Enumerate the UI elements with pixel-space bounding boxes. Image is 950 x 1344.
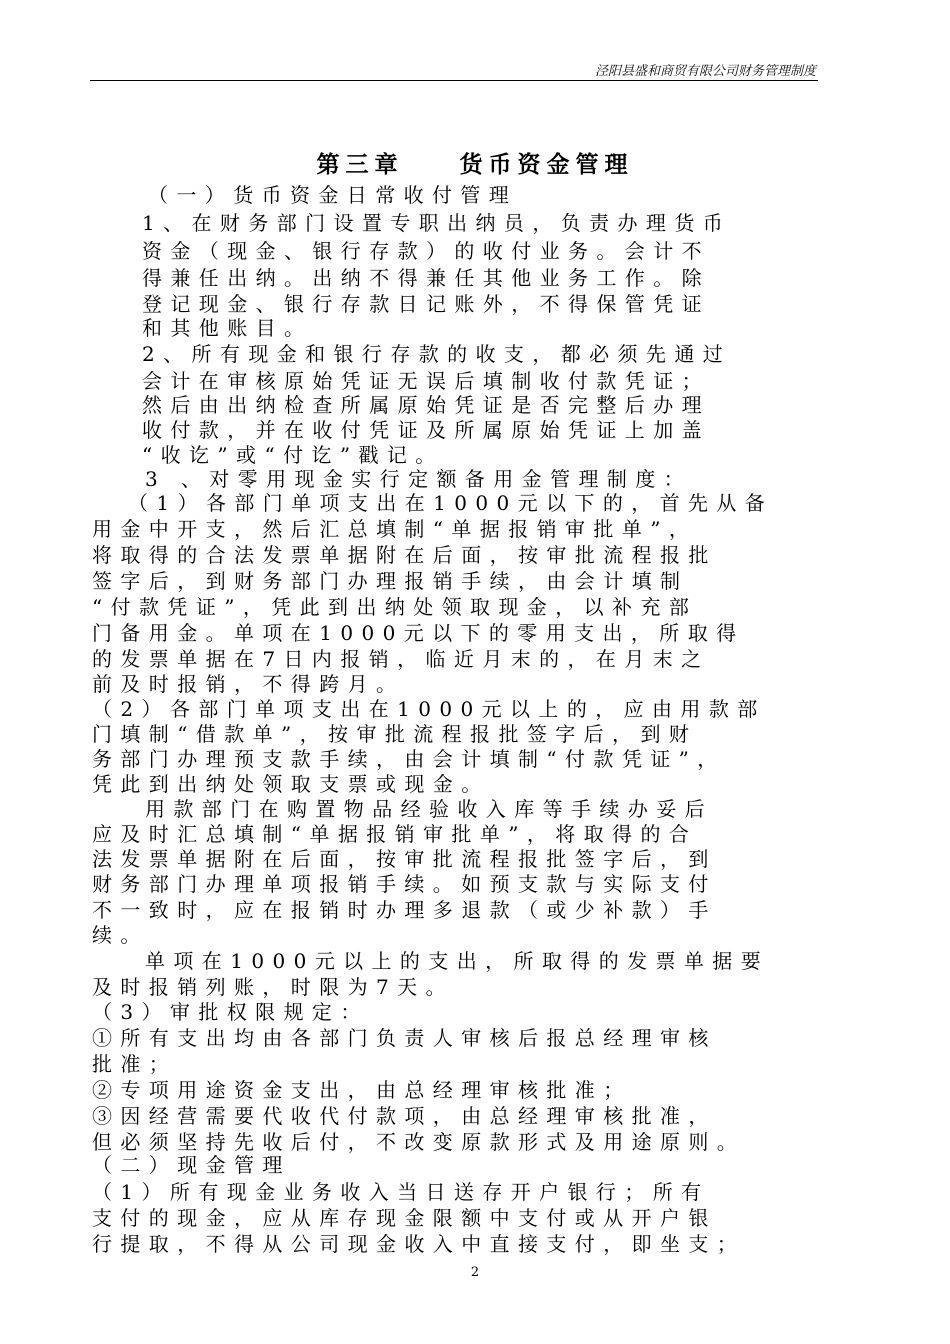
body-line: 批准；	[92, 1052, 178, 1076]
body-line: ①所有支出均由各部门负责人审核后报总经理审核	[92, 1026, 717, 1050]
body-line: 门填制“借款单”，按审批流程报批签字后，到财	[92, 722, 698, 746]
body-line: 但必须坚持先收后付，不改变原款形式及用途原则。	[92, 1130, 746, 1154]
body-line: 凭此到出纳处领取支票或现金。	[92, 772, 490, 796]
body-line: ②专项用途资金支出，由总经理审核批准；	[92, 1078, 632, 1102]
body-line: 登记现金、银行存款日记账外，不得保管凭证	[142, 292, 710, 316]
body-line: 将取得的合法发票单据附在后面，按审批流程报批	[92, 543, 717, 567]
body-line: 用款部门在购置物品经验收入库等手续办妥后	[145, 797, 713, 821]
body-line: 2、所有现金和银行存款的收支，都必须先通过	[142, 342, 732, 366]
body-line: （1）各部门单项支出在1000元以下的，首先从备	[128, 491, 774, 515]
body-line: 用金中开支，然后汇总填制“单据报销审批单”，	[92, 517, 698, 541]
document-header-title: 泾阳县盛和商贸有限公司财务管理制度	[594, 64, 816, 79]
body-line: “付款凭证”，凭此到出纳处领取现金，以补充部	[92, 595, 698, 619]
header-divider	[90, 80, 818, 81]
body-line: 签字后，到财务部门办理报销手续，由会计填制	[92, 569, 689, 593]
page-number: 2	[470, 1265, 480, 1280]
body-line: 务部门办理预支款手续，由会计填制“付款凭证”，	[92, 747, 726, 771]
body-line: 和其他账目。	[142, 316, 313, 340]
body-line: 资金（现金、银行存款）的收付业务。会计不	[142, 239, 710, 263]
body-line: 应及时汇总填制“单据报销审批单”，将取得的合	[92, 822, 698, 846]
body-line: 支付的现金，应从库存现金限额中支付或从开户银	[92, 1206, 717, 1230]
section-heading: （一）货币资金日常收付管理	[148, 183, 518, 207]
body-line: 财务部门办理单项报销手续。如预支款与实际支付	[92, 872, 717, 896]
body-line: 1、在财务部门设置专职出纳员，负责办理货币	[142, 211, 732, 235]
body-line: “收讫”或“付讫”戳记。	[142, 443, 444, 467]
body-line: 及时报销列账，时限为7天。	[92, 975, 454, 999]
body-line: 收付款，并在收付凭证及所属原始凭证上加盖	[142, 418, 710, 442]
body-line: （3）审批权限规定：	[92, 1000, 369, 1024]
body-line: 法发票单据附在后面，按审批流程报批签字后，到	[92, 847, 717, 871]
chapter-title: 第三章 货币资金管理	[316, 152, 634, 178]
body-line: 的发票单据在7日内报销，临近月末的，在月末之	[92, 647, 710, 671]
body-line: （1）所有现金业务收入当日送存开户银行；所有	[92, 1180, 710, 1204]
body-line: 得兼任出纳。出纳不得兼任其他业务工作。除	[142, 266, 710, 290]
body-line: （2）各部门单项支出在1000元以上的，应由用款部	[92, 697, 766, 721]
body-line: 前及时报销，不得跨月。	[92, 672, 405, 696]
section-heading: （二）现金管理	[92, 1153, 291, 1177]
body-line: 然后由出纳检查所属原始凭证是否完整后办理	[142, 393, 710, 417]
body-line: 会计在审核原始凭证无误后填制收付款凭证；	[142, 369, 710, 393]
body-line: 行提取，不得从公司现金收入中直接支付，即坐支；	[92, 1232, 746, 1256]
body-line: 不一致时，应在报销时办理多退款（或少补款）手	[92, 898, 717, 922]
body-line: 续。	[92, 923, 149, 947]
body-line: 门备用金。单项在1000元以下的零用支出，所取得	[92, 621, 745, 645]
body-line: 单项在1000元以上的支出，所取得的发票单据要	[145, 949, 770, 973]
body-line: 3 、对零用现金实行定额备用金管理制度：	[145, 467, 693, 491]
body-line: ③因经营需要代收代付款项，由总经理审核批准，	[92, 1104, 717, 1128]
